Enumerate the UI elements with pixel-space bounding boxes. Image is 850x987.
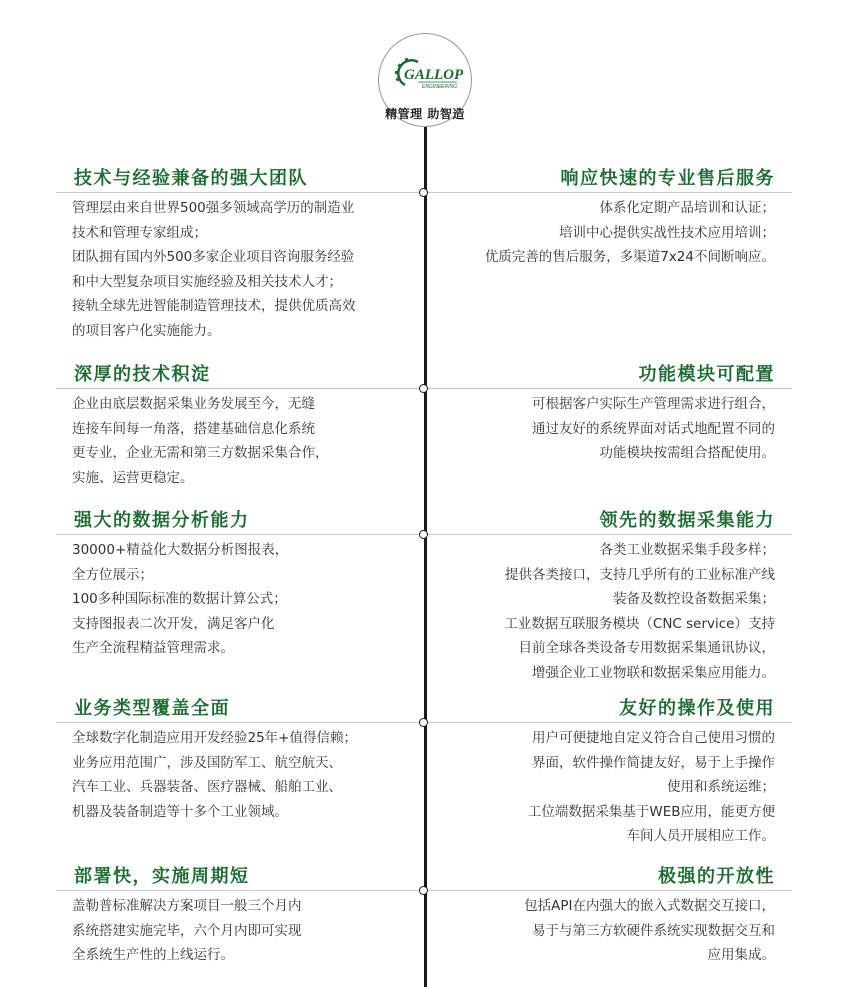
feature-title-right: 友好的操作及使用 (619, 698, 775, 719)
feature-description-left (72, 894, 412, 968)
feature-line: 盖勒普标准解决方案项目一般三个月内 (72, 898, 302, 914)
timeline-node (419, 886, 428, 895)
feature-line: 管理层由来自世界500强多领域高学历的制造业 (72, 200, 355, 216)
feature-line: 培训中心提供实战性技术应用培训； (559, 224, 775, 241)
timeline-node (419, 718, 428, 727)
feature-description-left (72, 392, 412, 490)
feature-description-left (72, 726, 412, 824)
feature-line: 的项目客户化实施能力。 (72, 322, 221, 339)
feature-description-right (435, 196, 775, 270)
feature-title-left: 业务类型覆盖全面 (74, 698, 230, 719)
feature-line: 优质完善的售后服务，多渠道7x24不间断响应。 (484, 249, 775, 265)
feature-line: 功能模块按需组合搭配使用。 (599, 445, 775, 461)
feature-line: 连接车间每一角落，搭建基础信息化系统 (72, 420, 315, 437)
feature-line: 更专业，企业无需和第三方数据采集合作， (72, 445, 329, 461)
feature-line: 工位端数据采集基于WEB应用，能更方便 (527, 803, 775, 820)
timeline-node (419, 530, 428, 539)
timeline-line (424, 127, 427, 987)
feature-line: 业务应用范围广，涉及国防军工、航空航天、 (72, 754, 342, 771)
feature-line: 用户可便捷地自定义符合自己使用习惯的 (532, 730, 775, 746)
feature-line: 工业数据互联服务模块（CNC service）支持 (504, 615, 775, 632)
feature-line: 界面，软件操作简捷友好，易于上手操作 (532, 754, 775, 771)
feature-line: 可根据客户实际生产管理需求进行组合， (532, 396, 775, 412)
feature-line: 全系统生产性的上线运行。 (72, 947, 234, 963)
feature-title-left: 强大的数据分析能力 (74, 510, 250, 531)
feature-title-right: 领先的数据采集能力 (599, 510, 775, 531)
feature-line: 使用和系统运维； (667, 779, 775, 795)
feature-line: 接轨全球先进智能制造管理技术，提供优质高效 (72, 298, 356, 314)
feature-line: 易于与第三方软硬件系统实现数据交互和 (532, 922, 775, 939)
feature-line: 通过友好的系统界面对话式地配置不同的 (532, 420, 775, 437)
gallop-logo-icon (395, 58, 464, 90)
feature-description-right (435, 538, 775, 685)
feature-line: 技术和管理专家组成； (72, 224, 207, 241)
feature-description-left (72, 196, 412, 343)
feature-line: 增强企业工业物联和数据采集应用能力。 (532, 664, 775, 681)
feature-line: 应用集成。 (707, 947, 775, 963)
feature-line: 全球数字化制造应用开发经验25年+值得信赖； (72, 730, 357, 746)
feature-description-right (435, 392, 775, 466)
feature-line: 全方位展示； (72, 566, 153, 583)
logo-sub-text: ENGINEERING (422, 84, 458, 90)
timeline-node (419, 384, 428, 393)
feature-description-right (435, 726, 775, 849)
feature-line: 汽车工业、兵器装备、医疗器械、船舶工业、 (72, 779, 342, 795)
logo-slogan: 精管理 助智造 (385, 107, 465, 121)
feature-line: 机器及装备制造等十多个工业领域。 (72, 803, 288, 820)
feature-line: 系统搭建实施完毕，六个月内即可实现 (72, 922, 302, 939)
feature-line: 和中大型复杂项目实施经验及相关技术人才； (72, 273, 342, 290)
feature-line: 支持图报表二次开发，满足客户化 (72, 615, 275, 632)
feature-line: 企业由底层数据采集业务发展至今，无缝 (72, 396, 315, 412)
feature-line: 装备及数控设备数据采集； (613, 591, 775, 607)
feature-line: 体系化定期产品培训和认证； (599, 200, 775, 216)
feature-title-right: 功能模块可配置 (638, 364, 775, 385)
timeline-node (419, 188, 428, 197)
feature-line: 30000+精益化大数据分析图报表， (72, 542, 289, 558)
feature-line: 各类工业数据采集手段多样； (599, 542, 775, 558)
feature-line: 提供各类接口，支持几乎所有的工业标准产线 (505, 566, 775, 583)
feature-line: 生产全流程精益管理需求。 (72, 640, 234, 656)
logo-badge (378, 33, 472, 127)
feature-line: 目前全球各类设备专用数据采集通讯协议， (518, 640, 775, 656)
feature-title-left: 部署快，实施周期短 (74, 866, 250, 887)
feature-line: 包括API在内强大的嵌入式数据交互接口， (524, 898, 775, 914)
feature-line: 100多种国际标准的数据计算公式； (72, 591, 287, 607)
logo-brand-text: GALLOP (404, 67, 464, 83)
feature-description-right (435, 894, 775, 968)
feature-description-left (72, 538, 412, 661)
feature-line: 车间人员开展相应工作。 (626, 828, 775, 844)
feature-title-left: 深厚的技术积淀 (74, 364, 211, 385)
feature-line: 团队拥有国内外500多家企业项目咨询服务经验 (72, 249, 355, 265)
feature-title-right: 响应快速的专业售后服务 (560, 168, 775, 189)
feature-line: 实施、运营更稳定。 (72, 469, 194, 486)
feature-title-left: 技术与经验兼备的强大团队 (74, 168, 308, 189)
feature-title-right: 极强的开放性 (658, 866, 775, 887)
